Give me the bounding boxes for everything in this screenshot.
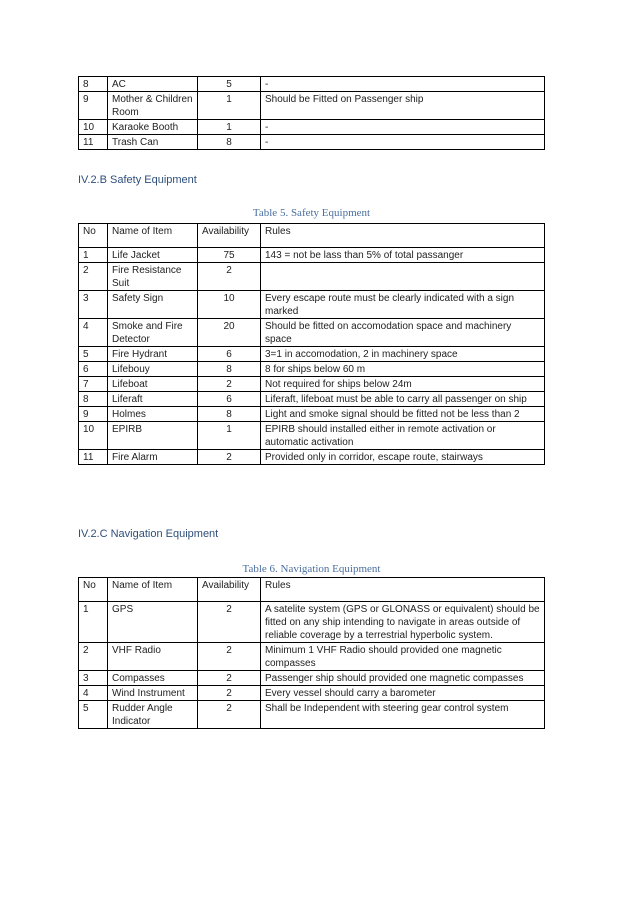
cell-no: 2 [79, 263, 108, 291]
section-heading-safety: IV.2.B Safety Equipment [78, 174, 197, 186]
cell-availability: 75 [198, 248, 261, 263]
cell-item: VHF Radio [108, 643, 198, 671]
cell-rules: 3=1 in accomodation, 2 in machinery space [261, 347, 545, 362]
header-rules: Rules [261, 224, 545, 248]
cell-item: Lifeboat [108, 377, 198, 392]
cell-rules: Minimum 1 VHF Radio should provided one magnetic compasses [261, 643, 545, 671]
cell-item: Life Jacket [108, 248, 198, 263]
table-row [79, 92, 545, 120]
cell-availability: 5 [198, 77, 261, 92]
cell-no: 10 [79, 422, 108, 450]
navigation-table-body [79, 602, 545, 729]
cell-no: 1 [79, 602, 108, 643]
cell-item: Safety Sign [108, 291, 198, 319]
header-row [79, 224, 545, 248]
cell-item: AC [108, 77, 198, 92]
header-availability: Availability [198, 578, 261, 602]
cell-availability: 2 [198, 602, 261, 643]
table-caption-navigation: Table 6. Navigation Equipment [242, 563, 381, 575]
cell-item: EPIRB [108, 422, 198, 450]
cell-no: 3 [79, 671, 108, 686]
cell-item: Fire Alarm [108, 450, 198, 465]
cell-no: 5 [79, 701, 108, 729]
table-caption-safety: Table 5. Safety Equipment [252, 207, 371, 219]
table-row [79, 671, 545, 686]
cell-no: 11 [79, 450, 108, 465]
cell-no: 9 [79, 92, 108, 120]
table-row [79, 77, 545, 92]
navigation-table-header [79, 578, 545, 602]
navigation-equipment-table [78, 577, 545, 729]
header-availability: Availability [198, 224, 261, 248]
cell-rules: Not required for ships below 24m [261, 377, 545, 392]
cell-no: 3 [79, 291, 108, 319]
cell-availability: 2 [198, 671, 261, 686]
cell-availability: 2 [198, 686, 261, 701]
cell-rules: A satelite system (GPS or GLONASS or equivalent) should be fitted on any ship intending to navigate in areas outside of reliable coverage by a terrestrial hyperbolic system. [261, 602, 545, 643]
cell-rules: - [261, 77, 545, 92]
safety-equipment-table [78, 223, 545, 465]
cell-no: 4 [79, 686, 108, 701]
cell-availability: 8 [198, 407, 261, 422]
facilities-table-body [79, 77, 545, 150]
cell-item: Mother & Children Room [108, 92, 198, 120]
cell-rules: Should be fitted on accomodation space and machinery space [261, 319, 545, 347]
table-row [79, 319, 545, 347]
table-row [79, 602, 545, 643]
cell-no: 1 [79, 248, 108, 263]
cell-rules: EPIRB should installed either in remote activation or automatic activation [261, 422, 545, 450]
cell-availability: 2 [198, 643, 261, 671]
cell-rules [261, 263, 545, 291]
cell-item: GPS [108, 602, 198, 643]
cell-rules: - [261, 135, 545, 150]
cell-item: Fire Resistance Suit [108, 263, 198, 291]
safety-table-body [79, 248, 545, 465]
cell-item: Compasses [108, 671, 198, 686]
header-item: Name of Item [108, 224, 198, 248]
table-row [79, 450, 545, 465]
table-row [79, 643, 545, 671]
cell-no: 5 [79, 347, 108, 362]
table-row [79, 377, 545, 392]
cell-rules: Provided only in corridor, escape route, stairways [261, 450, 545, 465]
header-no: No [79, 578, 108, 602]
cell-rules: Every vessel should carry a barometer [261, 686, 545, 701]
cell-rules: 8 for ships below 60 m [261, 362, 545, 377]
cell-no: 4 [79, 319, 108, 347]
cell-item: Fire Hydrant [108, 347, 198, 362]
facilities-table-continued [78, 76, 545, 150]
cell-rules: Should be Fitted on Passenger ship [261, 92, 545, 120]
cell-rules: Shall be Independent with steering gear control system [261, 701, 545, 729]
table-row [79, 135, 545, 150]
cell-item: Lifebouy [108, 362, 198, 377]
cell-availability: 2 [198, 377, 261, 392]
cell-no: 11 [79, 135, 108, 150]
header-no: No [79, 224, 108, 248]
cell-item: Smoke and Fire Detector [108, 319, 198, 347]
cell-availability: 2 [198, 450, 261, 465]
header-row [79, 578, 545, 602]
cell-availability: 6 [198, 347, 261, 362]
cell-availability: 20 [198, 319, 261, 347]
cell-no: 6 [79, 362, 108, 377]
section-heading-navigation: IV.2.C Navigation Equipment [78, 528, 219, 540]
table-row [79, 392, 545, 407]
table-row [79, 120, 545, 135]
cell-no: 8 [79, 392, 108, 407]
table-row [79, 362, 545, 377]
cell-item: Trash Can [108, 135, 198, 150]
cell-no: 10 [79, 120, 108, 135]
cell-no: 9 [79, 407, 108, 422]
cell-availability: 1 [198, 120, 261, 135]
cell-rules: Every escape route must be clearly indicated with a sign marked [261, 291, 545, 319]
cell-item: Holmes [108, 407, 198, 422]
table-row [79, 291, 545, 319]
cell-no: 7 [79, 377, 108, 392]
cell-rules: 143 = not be lass than 5% of total passanger [261, 248, 545, 263]
table-row [79, 263, 545, 291]
cell-item: Liferaft [108, 392, 198, 407]
header-rules: Rules [261, 578, 545, 602]
cell-availability: 6 [198, 392, 261, 407]
cell-no: 2 [79, 643, 108, 671]
header-item: Name of Item [108, 578, 198, 602]
table-row [79, 248, 545, 263]
cell-availability: 2 [198, 701, 261, 729]
cell-item: Rudder Angle Indicator [108, 701, 198, 729]
cell-item: Wind Instrument [108, 686, 198, 701]
table-row [79, 701, 545, 729]
cell-rules: Passenger ship should provided one magnetic compasses [261, 671, 545, 686]
cell-availability: 1 [198, 422, 261, 450]
table-row [79, 347, 545, 362]
cell-rules: - [261, 120, 545, 135]
cell-no: 8 [79, 77, 108, 92]
table-row [79, 422, 545, 450]
cell-availability: 8 [198, 362, 261, 377]
cell-availability: 8 [198, 135, 261, 150]
cell-rules: Light and smoke signal should be fitted not be less than 2 [261, 407, 545, 422]
safety-table-header [79, 224, 545, 248]
table-row [79, 686, 545, 701]
table-row [79, 407, 545, 422]
cell-item: Karaoke Booth [108, 120, 198, 135]
cell-availability: 2 [198, 263, 261, 291]
cell-availability: 1 [198, 92, 261, 120]
cell-availability: 10 [198, 291, 261, 319]
cell-rules: Liferaft, lifeboat must be able to carry all passenger on ship [261, 392, 545, 407]
